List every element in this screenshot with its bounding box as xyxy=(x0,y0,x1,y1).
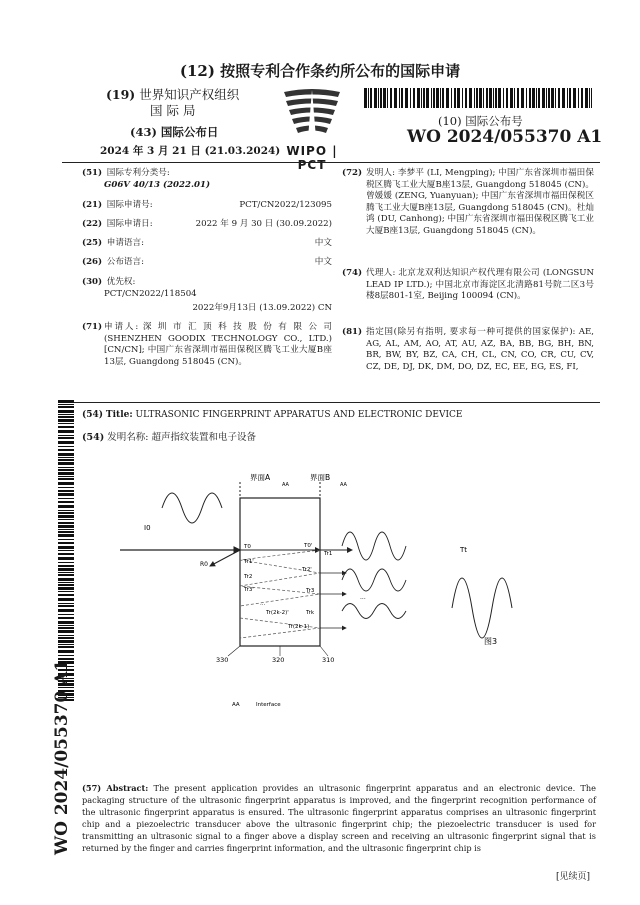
label-dots-2: ... xyxy=(360,594,366,601)
barcode-bar xyxy=(457,88,460,108)
abstract-num: (57) xyxy=(82,783,102,793)
barcode-bar xyxy=(405,88,408,108)
barcode-bar xyxy=(399,88,400,108)
label-Tr2k1: Tr(2k-1) xyxy=(288,624,310,630)
field-num: (30) xyxy=(82,277,103,287)
barcode-bar xyxy=(383,88,386,108)
field-26 xyxy=(82,257,332,269)
barcode-bar xyxy=(58,453,74,456)
barcode-bar xyxy=(58,655,74,656)
field-value-2: 2022年9月13日 (13.09.2022) CN xyxy=(192,303,332,313)
barcode-bar xyxy=(58,627,74,629)
side-pub-no: WO 2024/055370 A1 xyxy=(52,659,72,855)
label-Tr3p: Tr3' xyxy=(244,587,254,593)
title-en-label: Title: xyxy=(105,410,133,420)
label-iface-a: 界面A xyxy=(250,473,271,482)
barcode-bar xyxy=(58,584,74,586)
top-barcode xyxy=(364,88,592,108)
barcode-bar xyxy=(58,587,74,590)
barcode-bar xyxy=(58,529,74,530)
field-num: (25) xyxy=(82,238,103,248)
field-71 xyxy=(82,322,332,368)
barcode-bar xyxy=(58,410,74,413)
barcode-bar xyxy=(58,400,74,403)
barcode-bar xyxy=(58,414,74,415)
barcode-bar xyxy=(486,88,488,108)
barcode-bar xyxy=(567,88,568,108)
barcode-bar xyxy=(58,449,74,451)
barcode-bar xyxy=(479,88,482,108)
barcode-bar xyxy=(58,472,74,475)
barcode-bar xyxy=(58,423,74,424)
barcode-bar xyxy=(58,568,74,571)
barcode-bar xyxy=(58,617,74,619)
barcode-bar xyxy=(423,88,425,108)
barcode-bar xyxy=(514,88,515,108)
barcode-bar xyxy=(58,546,74,549)
barcode-bar xyxy=(370,88,372,108)
barcode-bar xyxy=(58,621,74,624)
barcode-bar xyxy=(58,562,74,563)
barcode-bar xyxy=(58,493,74,496)
document-title: (12) 按照专利合作条约所公布的国际申请 xyxy=(179,62,461,80)
title-en xyxy=(82,410,462,422)
barcode-bar xyxy=(58,519,74,520)
barcode-bar xyxy=(58,419,74,422)
barcode-bar xyxy=(446,88,449,108)
barcode-bar xyxy=(380,88,382,108)
barcode-bar xyxy=(58,614,74,615)
abstract xyxy=(82,782,596,854)
barcode-bar xyxy=(495,88,497,108)
barcode-bar xyxy=(378,88,379,108)
barcode-bar xyxy=(58,462,74,465)
title-zh xyxy=(82,432,256,444)
incident-wave xyxy=(162,493,222,523)
barcode-bar xyxy=(58,542,74,544)
barcode-bar xyxy=(506,88,508,108)
barcode-bar xyxy=(58,625,74,626)
barcode-bar xyxy=(58,640,74,643)
barcode-bar xyxy=(58,437,74,439)
title-zh-value: 超声指纹装置和电子设备 xyxy=(151,432,256,443)
barcode-bar xyxy=(58,404,74,405)
field-value: 2022 年 9 月 30 日 (30.09.2022) xyxy=(195,219,332,229)
barcode-bar xyxy=(451,88,452,108)
label-aa-1: AA xyxy=(282,482,289,488)
barcode-bar xyxy=(546,88,547,108)
field-num: (71) xyxy=(82,322,103,332)
barcode-bar xyxy=(58,501,74,503)
barcode-bar xyxy=(562,88,565,108)
field-value: PCT/CN2022/118504 xyxy=(104,288,197,299)
barcode-bar xyxy=(58,467,74,468)
barcode-bar xyxy=(58,531,74,533)
field-text: 代理人: 北京龙双利达知识产权代理有限公司 (LONGSUN LEAD IP LTD.); 中国北京市海淀区北清路81号院二区3号楼8层801-1室, Beijing 100094 (CN)。 xyxy=(366,268,594,301)
title-zh-num: (54) xyxy=(82,432,105,443)
barcode-bar xyxy=(558,88,560,108)
barcode-bar xyxy=(526,88,527,108)
title-en-value: ULTRASONIC FINGERPRINT APPARATUS AND ELECTRONIC DEVICE xyxy=(135,410,463,420)
barcode-bar xyxy=(436,88,439,108)
barcode-bar xyxy=(433,88,435,108)
field-81 xyxy=(342,327,594,373)
barcode-bar xyxy=(58,650,74,653)
barcode-bar xyxy=(591,88,592,108)
pub-no-label: (10) 国际公布号 xyxy=(438,114,523,128)
continued-note: [见续页] xyxy=(556,872,591,882)
barcode-bar xyxy=(58,646,74,648)
pub-no: WO 2024/055370 A1 xyxy=(407,127,603,147)
field-value: PCT/CN2022/123095 xyxy=(239,200,332,210)
label-Tr2: Tr2 xyxy=(244,574,253,580)
field-value: 中文 xyxy=(314,238,332,248)
field-74 xyxy=(342,268,594,303)
label-iface-b: 界面B xyxy=(310,473,331,482)
barcode-bar xyxy=(417,88,420,108)
transmitted-wave-3 xyxy=(342,604,406,619)
barcode-bar xyxy=(58,572,74,573)
field-72 xyxy=(342,168,594,237)
pub-date: 2024 年 3 月 21 日 (21.03.2024) xyxy=(100,145,281,157)
field-label: 国际申请日: xyxy=(106,219,153,229)
barcode-bar xyxy=(551,88,554,108)
field-51 xyxy=(82,168,332,191)
label-T0p: T0' xyxy=(304,543,313,549)
barcode-bar xyxy=(542,88,545,108)
barcode-bar xyxy=(58,426,74,428)
label-Tr2k2: Tr(2k-2)' xyxy=(266,610,289,616)
barcode-bar xyxy=(469,88,472,108)
barcode-bar xyxy=(364,88,367,108)
barcode-bar xyxy=(58,598,74,601)
label-Tr1p: Tr1' xyxy=(244,559,254,565)
ref-330: 330 xyxy=(216,656,229,664)
wipo-emblem-icon xyxy=(272,88,352,140)
barcode-bar xyxy=(58,630,74,633)
field-text: 发明人: 李梦平 (LI, Mengping); 中国广东省深圳市福田保税区腾飞工业大厦B座13层, Guangdong 518045 (CN)。曾媛媛 (ZENG, Yuanyuan); 中国广东省深圳市福田保税区腾飞工业大厦B座13层, Guangdong 518045 (CN)。杜灿鸿 (DU, Canhong); 中国广东省深圳市福田保税区腾飞工业大厦B座13层, Guangdong 518045 (CN)。 xyxy=(366,168,594,236)
barcode-bar xyxy=(58,582,74,583)
barcode-bar xyxy=(58,578,74,581)
barcode-bar xyxy=(58,446,74,447)
barcode-bar xyxy=(510,88,513,108)
barcode-bar xyxy=(538,88,540,108)
barcode-bar xyxy=(440,88,441,108)
barcode-bar xyxy=(394,88,397,108)
barcode-bar xyxy=(58,482,74,485)
field-num: (51) xyxy=(82,168,103,178)
barcode-bar xyxy=(58,594,74,596)
label-Trk: Trk xyxy=(306,610,314,616)
barcode-bar xyxy=(517,88,519,108)
barcode-bar xyxy=(374,88,377,108)
field-num: (22) xyxy=(82,219,103,229)
field-num: (26) xyxy=(82,257,103,267)
barcode-bar xyxy=(58,487,74,488)
label-Tr3: Tr3 xyxy=(306,588,315,594)
label-I0: I0 xyxy=(144,524,151,532)
barcode-bar xyxy=(58,505,74,508)
header-divider xyxy=(62,162,600,163)
barcode-bar xyxy=(58,416,74,418)
barcode-bar xyxy=(521,88,524,108)
barcode-bar xyxy=(421,88,422,108)
barcode-bar xyxy=(58,430,74,433)
barcode-bar xyxy=(462,88,463,108)
barcode-bar xyxy=(58,441,74,444)
field-label: 国际专利分类号: xyxy=(106,168,170,178)
barcode-bar xyxy=(58,512,74,514)
barcode-bar xyxy=(536,88,537,108)
barcode-bar xyxy=(58,553,74,555)
field-label: 优先权: xyxy=(106,277,136,287)
legend-aa: AA xyxy=(232,702,240,708)
barcode-bar xyxy=(589,88,590,108)
label-dots-1: ... xyxy=(260,601,266,607)
pub-date-label: (43) 国际公布日 xyxy=(130,125,219,139)
field-22 xyxy=(82,219,332,231)
barcode-bar xyxy=(585,88,588,108)
field-num: (74) xyxy=(342,268,363,278)
org-name: 世界知识产权组织 xyxy=(139,87,240,102)
barcode-bar xyxy=(474,88,475,108)
barcode-bar xyxy=(493,88,494,108)
abstract-text: The present application provides an ultrasonic fingerprint apparatus and an electronic device. The packaging structure of the ultrasonic fingerprint apparatus is improved, and the fingerprint recognition performance of the ultrasonic fingerprint apparatus is ensured. The ultrasonic fingerprint apparatus comprises an ultrasonic fingerprint chip and a piezoelectric transducer above the ultrasonic fingerprint chip; the piezoelectric transducer is used for transmitting an ultrasonic signal to a finger above a display screen and receiving an ultrasonic fingerprint signal that is returned by the finger and carries fingerprint information, and the ultrasonic fingerprint chip is xyxy=(82,783,596,853)
field-value: 中文 xyxy=(314,257,332,267)
wipo-logo-text: WIPO | PCT xyxy=(286,144,338,172)
barcode-bar xyxy=(58,457,74,458)
label-Tr1: Tr1 xyxy=(324,551,333,557)
barcode-bar xyxy=(58,574,74,576)
label-T0: T0 xyxy=(244,544,251,550)
label-R0: R0 xyxy=(200,561,208,568)
barcode-bar xyxy=(58,498,74,499)
biblio-divider xyxy=(62,402,600,403)
field-value: G06V 40/13 (2022.01) xyxy=(104,179,211,190)
abstract-label: Abstract: xyxy=(106,783,149,793)
barcode-bar xyxy=(532,88,535,108)
title-zh-label: 发明名称: xyxy=(107,432,149,443)
label-aa-2: AA xyxy=(340,482,347,488)
legend-interface: Interface xyxy=(256,702,281,708)
field-num: (81) xyxy=(342,327,363,337)
figure-3 xyxy=(120,468,520,718)
barcode-bar xyxy=(569,88,571,108)
field-num: (21) xyxy=(82,200,103,210)
barcode-bar xyxy=(58,635,74,636)
side-barcode xyxy=(58,400,74,702)
barcode-bar xyxy=(387,88,388,108)
figure-label: 图3 xyxy=(484,637,498,646)
barcode-bar xyxy=(465,88,467,108)
barcode-bar xyxy=(58,603,74,604)
barcode-bar xyxy=(578,88,579,108)
barcode-bar xyxy=(58,406,74,408)
field-21 xyxy=(82,200,332,212)
barcode-bar xyxy=(476,88,478,108)
barcode-bar xyxy=(58,435,74,436)
barcode-bar xyxy=(581,88,583,108)
field-value: 深 圳 市 汇 顶 科 技 股 份 有 限 公 司 (SHENZHEN GOODIX TECHNOLOGY CO., LTD.) [CN/CN]; 中国广东省深圳市福田保税区腾飞工业大厦B座13层, Guangdong 518045 (CN)。 xyxy=(104,322,332,367)
barcode-bar xyxy=(58,525,74,528)
barcode-bar xyxy=(442,88,444,108)
barcode-bar xyxy=(58,478,74,480)
barcode-bar xyxy=(58,522,74,524)
barcode-bar xyxy=(58,510,74,511)
barcode-bar xyxy=(573,88,576,108)
wipo-logo xyxy=(272,88,352,172)
barcode-bar xyxy=(58,490,74,492)
barcode-bar xyxy=(529,88,531,108)
barcode-bar xyxy=(489,88,492,108)
transmitted-wave-2 xyxy=(342,569,406,591)
barcode-bar xyxy=(498,88,501,108)
barcode-bar xyxy=(431,88,432,108)
barcode-bar xyxy=(58,469,74,471)
barcode-bar xyxy=(483,88,484,108)
label-Tt: Tt xyxy=(460,546,468,554)
barcode-bar xyxy=(58,539,74,540)
transmitted-wave-1 xyxy=(342,532,406,560)
total-wave xyxy=(452,578,512,638)
field-label: 公布语言: xyxy=(106,257,145,267)
barcode-bar xyxy=(58,476,74,477)
barcode-bar xyxy=(401,88,403,108)
field-label: 国际申请号: xyxy=(106,200,153,210)
barcode-bar xyxy=(58,637,74,639)
barcode-bar xyxy=(58,644,74,645)
title-en-num: (54) xyxy=(82,410,104,420)
org-num: (19) xyxy=(106,87,136,102)
org-subname: 国 际 局 xyxy=(150,103,196,118)
barcode-bar xyxy=(426,88,429,108)
label-Tr2p: Tr2' xyxy=(302,567,312,573)
barcode-bar xyxy=(548,88,550,108)
barcode-bar xyxy=(503,88,504,108)
barcode-bar xyxy=(413,88,415,108)
barcode-bar xyxy=(58,605,74,607)
field-num: (72) xyxy=(342,168,363,178)
barcode-bar xyxy=(58,557,74,560)
field-text: 指定国(除另有指明, 要求每一种可提供的国家保护): AE, AG, AL, AM, AO, AT, AU, AZ, BA, BB, BG, BH, BN, BR, BW, BY, BZ, CA, CH, CL, CN, CO, CR, CU, CV, CZ, DE, DJ, DK, DM, DO, DZ, EC, EE, EG, ES, FI, xyxy=(366,327,594,372)
barcode-bar xyxy=(368,88,369,108)
field-label: 申请语言: xyxy=(106,238,145,248)
barcode-bar xyxy=(410,88,411,108)
barcode-bar xyxy=(58,565,74,567)
field-30 xyxy=(82,277,332,313)
barcode-bar xyxy=(58,609,74,612)
field-25 xyxy=(82,238,332,250)
ref-310: 310 xyxy=(322,656,335,664)
barcode-bar xyxy=(454,88,456,108)
barcode-bar xyxy=(58,550,74,551)
ref-320: 320 xyxy=(272,656,285,664)
barcode-bar xyxy=(58,515,74,518)
field-label: 申请人: xyxy=(104,322,139,332)
barcode-bar xyxy=(58,591,74,592)
barcode-bar xyxy=(58,459,74,461)
barcode-bar xyxy=(58,534,74,537)
barcode-bar xyxy=(555,88,556,108)
barcode-bar xyxy=(390,88,392,108)
